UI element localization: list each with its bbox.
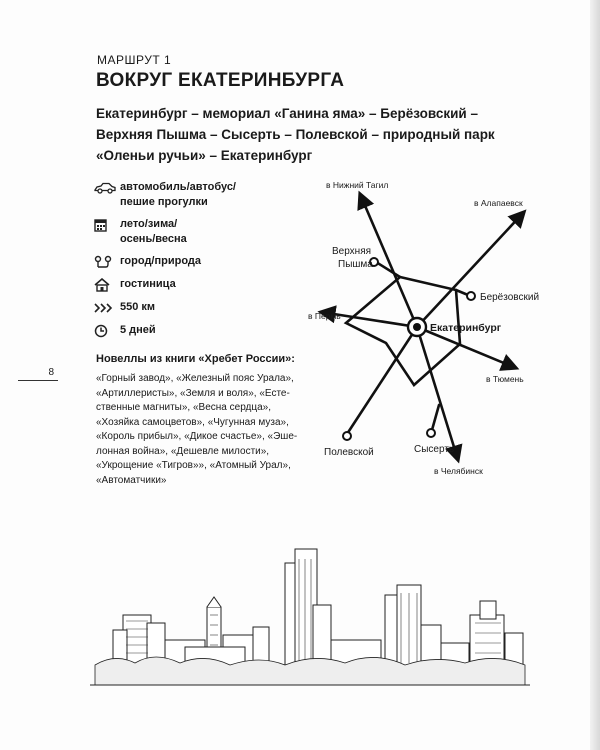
route-label: МАРШРУТ 1	[97, 53, 172, 67]
info-duration	[94, 323, 304, 339]
info-season	[94, 217, 304, 247]
road-alapaevsk	[417, 212, 524, 327]
car-icon	[94, 180, 120, 196]
house-icon	[94, 277, 120, 293]
info-text-line: осень/весна	[120, 233, 187, 245]
road-sysert	[432, 405, 439, 430]
town-marker-polevskoy	[343, 432, 351, 440]
info-text-line: автомобиль/автобус/	[120, 181, 236, 193]
map-town-berezovsky: Берёзовский	[480, 292, 540, 303]
info-text-line: 5 дней	[120, 324, 156, 336]
route-map	[296, 172, 566, 482]
map-center-label: Екатеринбург	[430, 322, 502, 334]
map-town-verkhnyaya-2: Пышма	[338, 259, 373, 270]
novels-line: «Артиллеристы», «Земля и воля», «Есте-	[96, 387, 290, 399]
novels-line: ственные магниты», «Весна сердца»,	[96, 402, 272, 413]
page-number: 8	[18, 367, 58, 381]
route-info-list	[94, 180, 304, 346]
route-description-line: Верхняя Пышма – Сысерть – Полевской – природный парк	[96, 127, 495, 142]
center-marker-inner	[413, 323, 421, 331]
info-distance	[94, 300, 304, 316]
info-text-line: лето/зима/	[120, 218, 178, 230]
info-text-line: пешие прогулки	[120, 196, 208, 208]
town-marker-berezovsky	[467, 292, 475, 300]
novels-heading: Новеллы из книги «Хребет России»:	[96, 353, 295, 365]
novels-line: «Король прибыл», «Дикое счастье», «Эше-	[96, 431, 298, 442]
map-dir-chelyabinsk: в Челябинск	[434, 466, 483, 476]
info-type	[94, 254, 304, 270]
map-dir-perm: в Пермь	[308, 311, 341, 321]
calendar-icon	[94, 217, 120, 233]
road-berezovsky	[456, 290, 468, 295]
novels-line: «Автоматчики»	[96, 474, 167, 486]
novels-line: лонная война», «Дешевле милости»,	[96, 445, 270, 457]
novels-line: «Укрощение «Тигров»», «Атомный Урал»,	[96, 460, 291, 471]
map-dir-tyumen: в Тюмень	[486, 374, 524, 384]
city-skyline-illustration	[85, 535, 535, 695]
map-town-sysert: Сысерть	[414, 444, 455, 455]
info-transport	[94, 180, 304, 210]
novels-line: «Хозяйка самоцветов», «Чугунная муза»,	[96, 416, 289, 428]
novels-list	[96, 372, 316, 488]
map-town-polevskoy: Полевской	[324, 447, 374, 458]
clock-icon	[94, 323, 120, 339]
road-polevskoy	[347, 327, 417, 434]
chevrons-icon	[94, 300, 120, 316]
route-description-line: Екатеринбург – мемориал «Ганина яма» – Берёзовский –	[96, 106, 478, 121]
route-description	[96, 103, 536, 166]
novels-line: «Горный завод», «Железный пояс Урала»,	[96, 373, 294, 384]
info-text-line: город/природа	[120, 255, 202, 267]
page-edge	[590, 0, 600, 750]
road-verkhnyaya	[376, 262, 400, 277]
road-chelyabinsk	[417, 327, 458, 460]
info-text-line: гостиница	[120, 278, 176, 290]
info-text-line: 550 км	[120, 301, 156, 313]
town-marker-sysert	[427, 429, 435, 437]
info-lodging	[94, 277, 304, 293]
route-description-line: «Оленьи ручьи» – Екатеринбург	[96, 148, 313, 163]
page-title: ВОКРУГ ЕКАТЕРИНБУРГА	[96, 70, 345, 91]
route-icon	[94, 254, 120, 270]
map-town-verkhnyaya-1: Верхняя	[332, 246, 372, 257]
map-dir-tagil: в Нижний Тагил	[326, 180, 389, 190]
map-dir-alapaevsk: в Алапаевск	[474, 198, 523, 208]
